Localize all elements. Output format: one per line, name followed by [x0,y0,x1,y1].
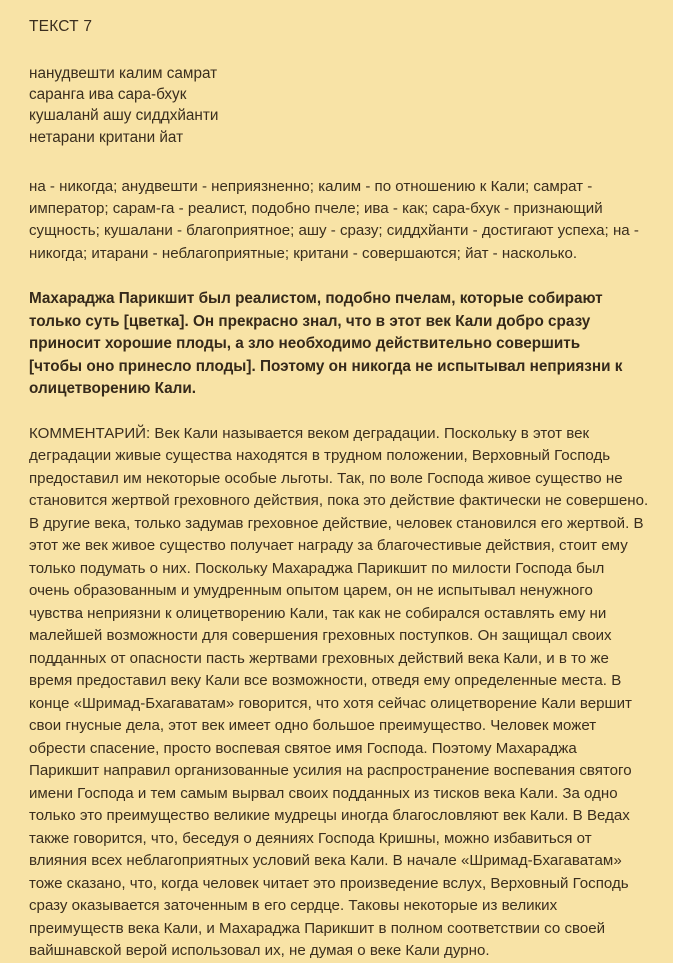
verse-line: саранга ива сара-бхук [29,86,187,104]
word-for-word-synonyms: на - никогда; анудвешти - неприязненно; калим - по отношению к Кали; самрат - император; сарам-га - реалист, подобно пчеле; ива - как; сара-бхук - признающий сущность; кушалани - благоприятное; ашу - сразу; сиддхйанти - достигают успеха; на - никогда; итарани - неблагоприятные; критани - совершаются; йат - насколько. [29,177,639,262]
verse-line: нетарани критани йат [29,128,184,146]
verse-block [29,63,655,148]
translation-paragraph: Махараджа Парикшит был реалистом, подобно пчелам, которые собирают только суть [цветка]. Он прекрасно знал, что в этот век Кали добро сразу приносит хорошие плоды, а зло необходимо действительно совершить [чтобы оно принесло плоды]. Поэтому он никогда не испытывал неприязни к олицетворению Кали. [29,290,623,398]
verse-line: нанудвешти калим самрат [29,65,218,82]
verse-line: кушаланй ашу сиддхйанти [29,107,219,125]
page-title: ТЕКСТ 7 [29,18,93,35]
purport-paragraph: КОММЕНТАРИЙ: Век Кали называется веком деградации. Поскольку в этот век деградации живые существа находятся в трудном положении, Верховный Господь предоставил им некоторые особые льготы. Так, по воле Господа живое существо не становится жертвой греховного действия, пока это действие фактически не совершено. В другие века, только задумав греховное действие, человек становился его жертвой. В этот же век живое существо получает награду за благочестивые действия, стоит ему только подумать о них. Поскольку Махараджа Парикшит по милости Господа был очень образованным и умудренным опытом царем, он не испытывал ненужного чувства неприязни к олицетворению Кали, так как не собирался оставлять ему ни малейшей возможности для совершения греховных поступков. Он защищал своих подданных от опасности пасть жертвами греховных действий века Кали, и в то же время предоставил веку Кали все возможности, отведя ему определенные места. В конце «Шримад-Бхагаватам» говорится, что хотя сейчас олицетворение Кали вершит свои гнусные дела, этот век имеет одно большое преимущество. Человек может обрести спасение, просто воспевая святое имя Господа. Поэтому Махараджа Парикшит направил организованные усилия на распространение воспевания святого имени Господа и тем самым вырвал своих подданных из тисков века Кали. За одно только это преимущество великие мудрецы иногда благословляют век Кали. В Ведах также говорится, что, беседуя о деяниях Господа Кришны, можно избавиться от влияния всех неблагоприятных условий века Кали. В начале «Шримад-Бхагаватам» тоже сказано, что, когда человек читает это произведение вслух, Верховный Господь сразу оказывается заточенным в его сердце. Таковы некоторые из великих преимуществ века Кали, и Махараджа Парикшит в полном соответствии со своей вайшнавской верой использовал их, не думая о веке Кали дурно. [29,424,649,960]
